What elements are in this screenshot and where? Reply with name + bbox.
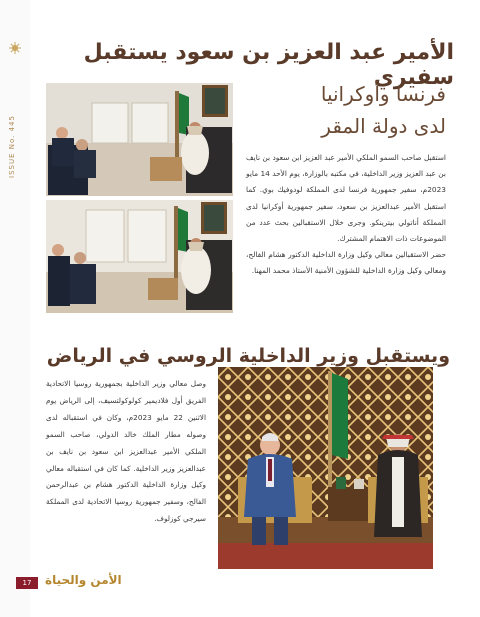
side-strip — [0, 0, 30, 617]
magazine-name: الأمن والحياة — [45, 573, 122, 587]
issue-number: ISSUE No. 445 — [8, 115, 16, 178]
page-number-badge: 17 — [16, 577, 38, 589]
article1-photo-1 — [46, 83, 233, 196]
article2-title: ويستقبل وزير الداخلية الروسي في الرياض — [46, 345, 450, 367]
article1-paragraph-2: حضر الاستقبالين معالي وكيل وزارة الداخلية الدكتور هشام الفالح، ومعالي وكيل وزارة الداخلية للشؤون الأمنية الأستاذ محمد المهنا. — [246, 250, 446, 276]
article1-subtitle-line2: لدى دولة المقر — [321, 114, 446, 138]
article2-paragraph: وصل معالي وزير الداخلية بجمهورية روسيا الاتحادية الفريق أول فلاديمير كولوكولتسيف، إلى الرياض يوم الاثنين 22 مايو 2023م، وكان في استقباله لدى وصوله مطار الملك خالد الدولي، صاحب السمو الملكي الأمير عبدالعزيز ابن سعود بن نايف بن عبدالعزيز وزير الداخلية. كما كان في استقباله معالي وكيل وزارة الداخلية الدكتور هشام بن عبدالرحمن الفالح، وسفير جمهورية روسيا الاتحادية لدى المملكة سيرجي كوزلوف. — [46, 379, 206, 524]
article2-photo — [218, 367, 433, 569]
sun-ornament-icon — [9, 42, 21, 54]
article1-photo-2 — [46, 200, 233, 313]
article1-body — [246, 150, 446, 280]
article1-subtitle-line1: فرنسا وأوكرانيا — [320, 82, 446, 106]
article1-title: الأمير عبد العزيز بن سعود يستقبل سفيري — [83, 40, 454, 90]
article1-paragraph-1: استقبل صاحب السمو الملكي الأمير عبد العزيز ابن سعود بن نايف بن عبد العزيز وزير الداخلية، في مكتبه بالوزارة، يوم الأحد 14 مايو 2023م، سفير جمهورية فرنسا لدى المملكة لودوفيك بوي. كما استقبل الأمير عبدالعزيز بن سعود، سفير جمهورية أوكرانيا لدى المملكة أناتولي بيترينكو. وجرى خلال الاستقبالين بحث عدد من الموضوعات ذات الاهتمام المشترك. — [246, 153, 446, 244]
